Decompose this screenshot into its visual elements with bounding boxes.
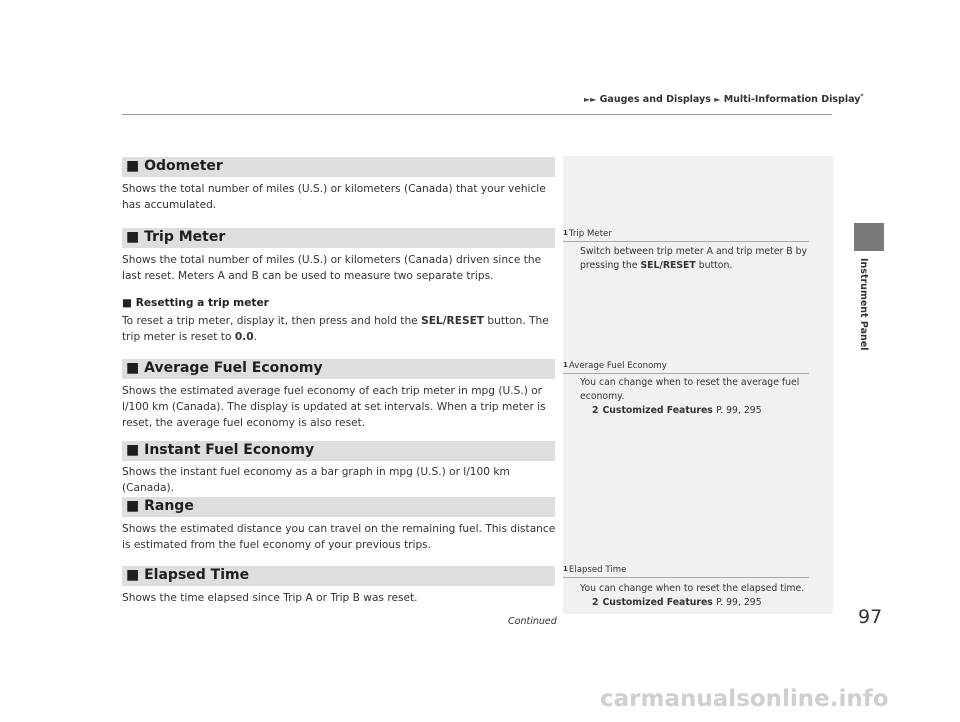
header-rule <box>122 114 832 115</box>
odometer-body: Shows the total number of miles (U.S.) or kilometers (Canada) that your vehicle has accumulated. <box>122 183 546 211</box>
breadcrumb <box>584 93 864 105</box>
section-title-range: ■ Range <box>126 498 194 514</box>
section-title-odometer: ■ Odometer <box>126 158 223 174</box>
section-title-instant-fuel: ■ Instant Fuel Economy <box>126 442 315 458</box>
section-bullet-icon: ■ <box>126 158 140 174</box>
xref-arrow-icon: 2 <box>592 405 599 416</box>
xref-customized-features-elapsed[interactable]: 2 Customized Features P. 99, 295 <box>592 597 762 608</box>
avg-fuel-body: Shows the estimated average fuel economy of each trip meter in mpg (U.S.) or l/100 km (Canada). The display is updated at set intervals. When a trip meter is reset, the average fuel economy is also reset. <box>122 385 546 429</box>
breadcrumb-separator-icon: ► <box>714 95 721 105</box>
note-body-trip-meter: Switch between trip meter A and trip meter B by pressing the SEL/RESET button. <box>580 246 807 271</box>
breadcrumb-part-mid[interactable]: Multi-Information Display <box>723 94 861 106</box>
breadcrumb-part-gauges[interactable]: Gauges and Displays <box>599 94 711 106</box>
elapsed-body: Shows the time elapsed since Trip A or Trip B was reset. <box>122 592 418 604</box>
section-bullet-icon: ■ <box>126 567 140 583</box>
section-bullet-icon: ■ <box>126 442 140 458</box>
section-title-trip-meter: ■ Trip Meter <box>126 229 226 245</box>
section-title-elapsed: ■ Elapsed Time <box>126 567 250 583</box>
instant-fuel-body: Shows the instant fuel economy as a bar graph in mpg (U.S.) or l/100 km (Canada). <box>122 466 510 494</box>
note-marker-icon: 1 <box>563 229 568 237</box>
xref-arrow-icon: 2 <box>592 597 599 608</box>
note-marker-icon: 1 <box>563 361 568 369</box>
trip-meter-body: Shows the total number of miles (U.S.) or kilometers (Canada) driven since the last reset. Meters A and B can be used to measure two separate trips. <box>122 254 542 282</box>
section-bullet-icon: ■ <box>126 229 140 245</box>
note-head-trip-meter: 1Trip Meter <box>563 229 809 242</box>
xref-customized-features-avg[interactable]: 2 Customized Features P. 99, 295 <box>592 405 762 416</box>
trip-reset-heading: ■ Resetting a trip meter <box>122 297 269 309</box>
note-sel-reset-label: SEL/RESET <box>640 260 696 271</box>
sel-reset-button-label: SEL/RESET <box>421 315 485 327</box>
note-head-elapsed: 1Elapsed Time <box>563 565 809 578</box>
breadcrumb-arrow-icon: ►► <box>584 95 597 105</box>
continued-label: Continued <box>508 616 557 627</box>
page-number: 97 <box>858 606 883 628</box>
chapter-tab-marker <box>854 223 884 251</box>
asterisk-mark: * <box>860 93 864 100</box>
note-head-avg-fuel: 1Average Fuel Economy <box>563 361 809 374</box>
note-marker-icon: 1 <box>563 565 568 573</box>
reset-value: 0.0 <box>234 331 254 343</box>
chapter-side-label: Instrument Panel <box>858 258 869 351</box>
range-body: Shows the estimated distance you can travel on the remaining fuel. This distance is estimated from the fuel economy of your previous trips. <box>122 523 556 551</box>
watermark: carmanualsonline.info <box>600 686 889 712</box>
trip-reset-body: To reset a trip meter, display it, then press and hold the SEL/RESET button. The trip meter is reset to 0.0. <box>122 315 549 343</box>
section-title-avg-fuel: ■ Average Fuel Economy <box>126 360 323 376</box>
section-bullet-icon: ■ <box>122 297 133 309</box>
section-bullet-icon: ■ <box>126 498 140 514</box>
note-body-avg-fuel: You can change when to reset the average fuel economy. 2 Customized Features P. 99, 295 <box>580 376 816 418</box>
note-body-elapsed: You can change when to reset the elapsed time. 2 Customized Features P. 99, 295 <box>580 582 816 610</box>
section-bullet-icon: ■ <box>126 360 140 376</box>
